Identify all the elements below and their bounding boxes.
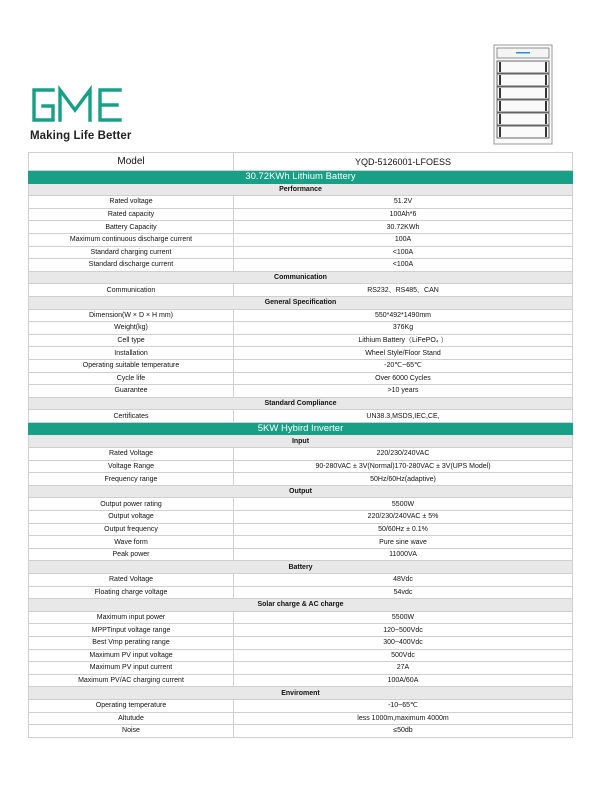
inverter-title: 5KW Hybird Inverter <box>29 422 573 435</box>
spec-label: Voltage Range <box>29 460 234 473</box>
model-label: Model <box>29 153 234 171</box>
spec-label: Floating charge voltage <box>29 586 234 599</box>
spec-row <box>29 586 573 599</box>
spec-row <box>29 196 573 209</box>
spec-row <box>29 334 573 347</box>
spec-label: Peak power <box>29 548 234 561</box>
section-heading <box>29 183 573 196</box>
battery-title: 30.72KWh Lithium Battery <box>29 171 573 184</box>
spec-value: Wheel Style/Floor Stand <box>234 347 573 360</box>
spec-row <box>29 511 573 524</box>
spec-label: Weight(kg) <box>29 322 234 335</box>
spec-value: 90-280VAC ± 3V(Normal)170-280VAC ± 3V(UPS Model) <box>234 460 573 473</box>
spec-value: Pure sine wave <box>234 536 573 549</box>
spec-value: less 1000m,maximum 4000m <box>234 712 573 725</box>
spec-label: Battery Capacity <box>29 221 234 234</box>
gme-logo <box>28 84 132 126</box>
spec-label: Standard charging current <box>29 246 234 259</box>
section-heading <box>29 397 573 410</box>
spec-row <box>29 523 573 536</box>
battery-cabinet-image <box>492 42 554 146</box>
spec-label: Maximum PV input voltage <box>29 649 234 662</box>
spec-label: Rated voltage <box>29 196 234 209</box>
spec-value: -10~65℃ <box>234 699 573 712</box>
spec-label: Dimension(W × D × H mm) <box>29 309 234 322</box>
spec-row <box>29 624 573 637</box>
spec-label: Output frequency <box>29 523 234 536</box>
spec-label: Guarantee <box>29 385 234 398</box>
spec-row <box>29 347 573 360</box>
spec-label: Cell type <box>29 334 234 347</box>
spec-value: 51.2V <box>234 196 573 209</box>
spec-row <box>29 712 573 725</box>
spec-row <box>29 699 573 712</box>
spec-label: Maximum PV input current <box>29 662 234 675</box>
spec-row <box>29 674 573 687</box>
spec-label: Certificates <box>29 410 234 423</box>
spec-row <box>29 548 573 561</box>
spec-label: Cycle life <box>29 372 234 385</box>
spec-label: Maximum PV/AC charging current <box>29 674 234 687</box>
battery-title-row <box>29 171 573 184</box>
spec-label: Standard discharge current <box>29 259 234 272</box>
spec-row <box>29 208 573 221</box>
spec-label: Noise <box>29 725 234 738</box>
spec-row <box>29 309 573 322</box>
spec-row <box>29 246 573 259</box>
spec-value: 550*492*1490mm <box>234 309 573 322</box>
spec-value: 48Vdc <box>234 574 573 587</box>
spec-row <box>29 725 573 738</box>
section-heading <box>29 687 573 700</box>
model-row <box>29 153 573 171</box>
spec-label: Maximum input power <box>29 611 234 624</box>
spec-label: Maximum continuous discharge current <box>29 233 234 246</box>
spec-value: 376Kg <box>234 322 573 335</box>
spec-table <box>28 152 573 738</box>
spec-row <box>29 473 573 486</box>
spec-value: 120~500Vdc <box>234 624 573 637</box>
spec-label: Wave form <box>29 536 234 549</box>
spec-value: 100Ah*6 <box>234 208 573 221</box>
model-value: YQD-5126001-LFOESS <box>234 153 573 171</box>
spec-value: 100A/60A <box>234 674 573 687</box>
spec-value: 54vdc <box>234 586 573 599</box>
spec-label: Rated capacity <box>29 208 234 221</box>
section-heading-environment: Enviroment <box>29 687 573 700</box>
spec-row <box>29 284 573 297</box>
spec-value: 30.72KWh <box>234 221 573 234</box>
spec-value: UN38.3,MSDS,IEC,CE, <box>234 410 573 423</box>
spec-label: Frequency range <box>29 473 234 486</box>
section-heading-communication: Communication <box>29 271 573 284</box>
spec-row <box>29 448 573 461</box>
section-heading-performance: Performance <box>29 183 573 196</box>
spec-value: >10 years <box>234 385 573 398</box>
section-heading-solar: Solar charge & AC charge <box>29 599 573 612</box>
spec-row <box>29 636 573 649</box>
spec-value: 220/230/240VAC <box>234 448 573 461</box>
spec-row <box>29 498 573 511</box>
spec-value: 220/230/240VAC ± 5% <box>234 511 573 524</box>
spec-value: Over 6000 Cycles <box>234 372 573 385</box>
spec-row <box>29 574 573 587</box>
section-heading <box>29 561 573 574</box>
spec-value: Lithium Battery（LiFePO₄ ） <box>234 334 573 347</box>
spec-label: Output power rating <box>29 498 234 511</box>
section-heading-compliance: Standard Compliance <box>29 397 573 410</box>
section-heading <box>29 485 573 498</box>
section-heading-general: General Specification <box>29 296 573 309</box>
spec-label: Operating temperature <box>29 699 234 712</box>
spec-value: 27A <box>234 662 573 675</box>
spec-value: 50Hz/60Hz(adaptive) <box>234 473 573 486</box>
brand-tagline: Making Life Better <box>30 130 132 142</box>
inverter-title-row <box>29 422 573 435</box>
section-heading-input: Input <box>29 435 573 448</box>
spec-row <box>29 233 573 246</box>
section-heading-output: Output <box>29 485 573 498</box>
spec-value: RS232、RS485、CAN <box>234 284 573 297</box>
spec-value: 500Vdc <box>234 649 573 662</box>
spec-row <box>29 372 573 385</box>
spec-value: 5500W <box>234 611 573 624</box>
spec-label: Installation <box>29 347 234 360</box>
spec-value: 300~400Vdc <box>234 636 573 649</box>
section-heading <box>29 271 573 284</box>
spec-value: 5500W <box>234 498 573 511</box>
spec-label: Rated Voltage <box>29 448 234 461</box>
section-heading <box>29 296 573 309</box>
spec-value: 100A <box>234 233 573 246</box>
spec-row <box>29 385 573 398</box>
spec-row <box>29 359 573 372</box>
spec-label: Output voltage <box>29 511 234 524</box>
spec-value: -20℃~65℃ <box>234 359 573 372</box>
spec-label: Best Vmp perating range <box>29 636 234 649</box>
spec-row <box>29 410 573 423</box>
spec-row <box>29 221 573 234</box>
spec-value: 11000VA <box>234 548 573 561</box>
spec-label: MPPTinput voltage range <box>29 624 234 637</box>
spec-label: Altutude <box>29 712 234 725</box>
spec-row <box>29 611 573 624</box>
spec-row <box>29 259 573 272</box>
spec-row <box>29 662 573 675</box>
spec-value: 50/60Hz ± 0.1% <box>234 523 573 536</box>
spec-row <box>29 322 573 335</box>
spec-value: <100A <box>234 259 573 272</box>
spec-value: <100A <box>234 246 573 259</box>
spec-label: Communication <box>29 284 234 297</box>
section-heading <box>29 599 573 612</box>
spec-value: ≤50db <box>234 725 573 738</box>
spec-row <box>29 536 573 549</box>
section-heading-battery: Battery <box>29 561 573 574</box>
section-heading <box>29 435 573 448</box>
spec-label: Operating suitable temperature <box>29 359 234 372</box>
spec-row <box>29 649 573 662</box>
spec-label: Rated Voltage <box>29 574 234 587</box>
spec-row <box>29 460 573 473</box>
